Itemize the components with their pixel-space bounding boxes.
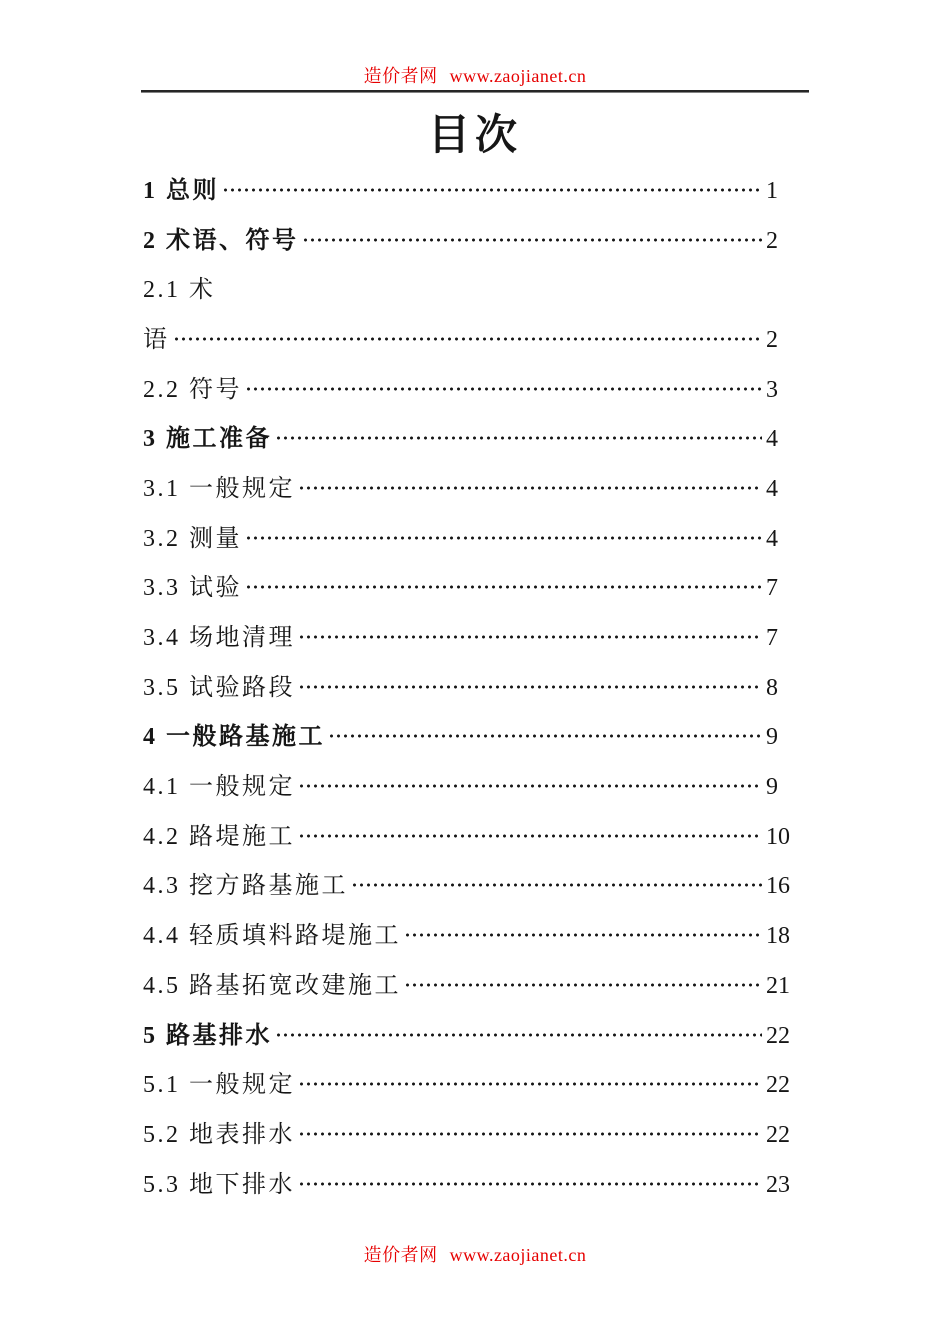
toc-entry-page: 18 xyxy=(766,923,790,950)
toc-entry xyxy=(143,762,794,812)
toc-dot-leader xyxy=(245,535,762,541)
toc-entry-page: 1 xyxy=(766,177,778,204)
toc-entry xyxy=(143,961,794,1011)
toc-dot-leader xyxy=(298,634,762,640)
toc-entry-page: 21 xyxy=(766,972,790,999)
toc-entry-page: 7 xyxy=(766,575,778,602)
toc-entry xyxy=(143,713,794,763)
toc-entry-label: 4.3 挖方路基施工 xyxy=(143,873,348,900)
toc-dot-leader xyxy=(328,733,762,739)
toc-dot-leader xyxy=(351,882,762,888)
toc-entry-page: 22 xyxy=(766,1022,790,1049)
toc-entry-page: 3 xyxy=(766,376,778,403)
toc-entry xyxy=(143,265,794,315)
toc-dot-leader xyxy=(298,783,762,789)
toc-dot-leader xyxy=(245,584,762,590)
header-site-credit xyxy=(0,62,950,88)
toc-entry xyxy=(143,514,794,564)
toc-entry xyxy=(143,1011,794,1061)
toc-dot-leader xyxy=(222,187,762,193)
toc-entry-page: 9 xyxy=(766,724,778,751)
toc-entry xyxy=(143,812,794,862)
toc-dot-leader xyxy=(302,237,763,243)
toc-entry-page: 4 xyxy=(766,426,778,453)
footer-site-credit xyxy=(0,1241,950,1267)
toc-entry xyxy=(143,613,794,663)
toc-entry-page: 22 xyxy=(766,1072,790,1099)
toc-entry-label: 3.2 测量 xyxy=(143,525,242,552)
toc-entry-page: 23 xyxy=(766,1171,790,1198)
header-divider-line xyxy=(141,90,809,92)
header-site-name: 造价者网 xyxy=(363,66,438,86)
toc-entry-label: 3.1 一般规定 xyxy=(143,475,295,502)
toc-entry xyxy=(143,663,794,713)
toc-entry-page: 2 xyxy=(766,326,778,353)
toc-entry-label: 4.2 路堤施工 xyxy=(143,823,295,850)
toc-entry-label: 3.4 场地清理 xyxy=(143,625,295,652)
toc-entry xyxy=(143,862,794,912)
toc-entry-page: 8 xyxy=(766,674,778,701)
toc-dot-leader xyxy=(298,833,762,839)
toc-entry xyxy=(143,564,794,614)
toc-entry-label: 4.4 轻质填料路堤施工 xyxy=(143,923,401,950)
toc-entry-label: 5.1 一般规定 xyxy=(143,1072,295,1099)
footer-site-name: 造价者网 xyxy=(363,1245,438,1265)
toc-entry-page: 7 xyxy=(766,625,778,652)
page-title: 目次 xyxy=(427,113,522,159)
toc-entry-page: 4 xyxy=(766,475,778,502)
toc-entry xyxy=(143,1060,794,1110)
toc-entry xyxy=(143,911,794,961)
toc-entry-page: 9 xyxy=(766,774,778,801)
toc-entry-label: 2.1 术 xyxy=(143,277,216,304)
toc-entry-label: 5 路基排水 xyxy=(143,1022,272,1049)
header-site-url: www.zaojianet.cn xyxy=(449,66,587,86)
toc-dot-leader xyxy=(298,684,762,690)
toc-dot-leader xyxy=(404,932,762,938)
toc-list xyxy=(143,166,794,1209)
toc-entry xyxy=(143,365,794,415)
toc-entry-page: 22 xyxy=(766,1121,790,1148)
footer-site-url: www.zaojianet.cn xyxy=(449,1245,587,1265)
toc-entry-label: 3.3 试验 xyxy=(143,575,242,602)
toc-entry-label: 5.3 地下排水 xyxy=(143,1171,295,1198)
toc-dot-leader xyxy=(404,982,762,988)
toc-entry-label: 4.5 路基拓宽改建施工 xyxy=(143,972,401,999)
toc-dot-leader xyxy=(275,435,762,441)
toc-entry-page: 10 xyxy=(766,823,790,850)
toc-entry-page: 2 xyxy=(766,227,778,254)
toc-entry-label: 4 一般路基施工 xyxy=(143,724,325,751)
toc-entry-label: 5.2 地表排水 xyxy=(143,1121,295,1148)
toc-dot-leader xyxy=(298,1081,762,1087)
toc-dot-leader xyxy=(245,386,762,392)
toc-entry xyxy=(143,315,794,365)
toc-entry xyxy=(143,414,794,464)
toc-entry xyxy=(143,464,794,514)
toc-dot-leader xyxy=(275,1032,762,1038)
toc-entry-label: 2.2 符号 xyxy=(143,376,242,403)
toc-dot-leader xyxy=(298,1181,762,1187)
toc-entry-page: 4 xyxy=(766,525,778,552)
toc-dot-leader xyxy=(173,336,763,342)
toc-entry-label: 3.5 试验路段 xyxy=(143,674,295,701)
toc-dot-leader xyxy=(298,485,762,491)
toc-entry xyxy=(143,166,794,216)
toc-entry-label: 2 术语、符号 xyxy=(143,227,299,254)
toc-entry-page: 16 xyxy=(766,873,790,900)
toc-dot-leader xyxy=(298,1131,762,1137)
toc-entry xyxy=(143,1160,794,1210)
toc-entry-label: 4.1 一般规定 xyxy=(143,774,295,801)
toc-entry-label: 1 总则 xyxy=(143,177,219,204)
toc-entry xyxy=(143,1110,794,1160)
toc-entry-label: 3 施工准备 xyxy=(143,426,272,453)
toc-entry-label: 语 xyxy=(143,326,170,353)
toc-entry xyxy=(143,216,794,266)
